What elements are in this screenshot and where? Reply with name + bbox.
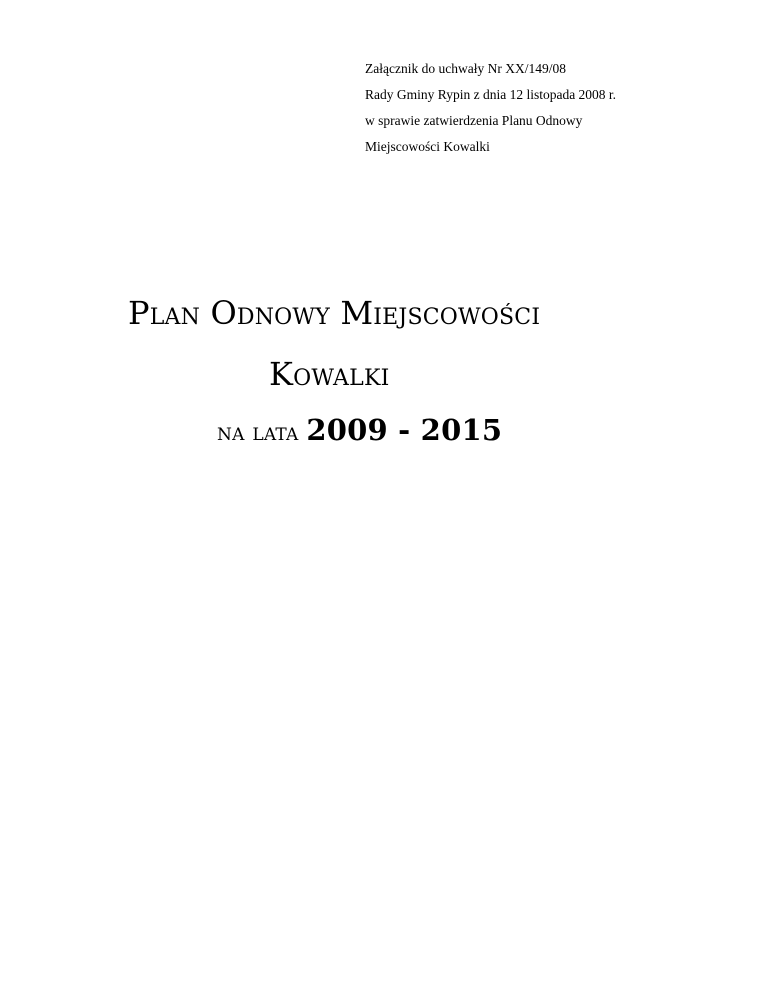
annex-line-4: Miejscowości Kowalki [365, 139, 490, 154]
document-title-period [217, 413, 502, 447]
document-title-line-2: Kowalki [269, 355, 390, 393]
period-years: 2009 - 2015 [306, 413, 503, 447]
annex-note [365, 56, 745, 160]
annex-line-3: w sprawie zatwierdzenia Planu Odnowy [365, 113, 583, 128]
document-title-line-1: Plan Odnowy Miejscowości [128, 294, 541, 332]
annex-line-2: Rady Gminy Rypin z dnia 12 listopada 2008 r. [365, 87, 617, 102]
period-prefix: na lata [217, 418, 307, 446]
annex-line-1: Załącznik do uchwały Nr XX/149/08 [365, 61, 566, 76]
